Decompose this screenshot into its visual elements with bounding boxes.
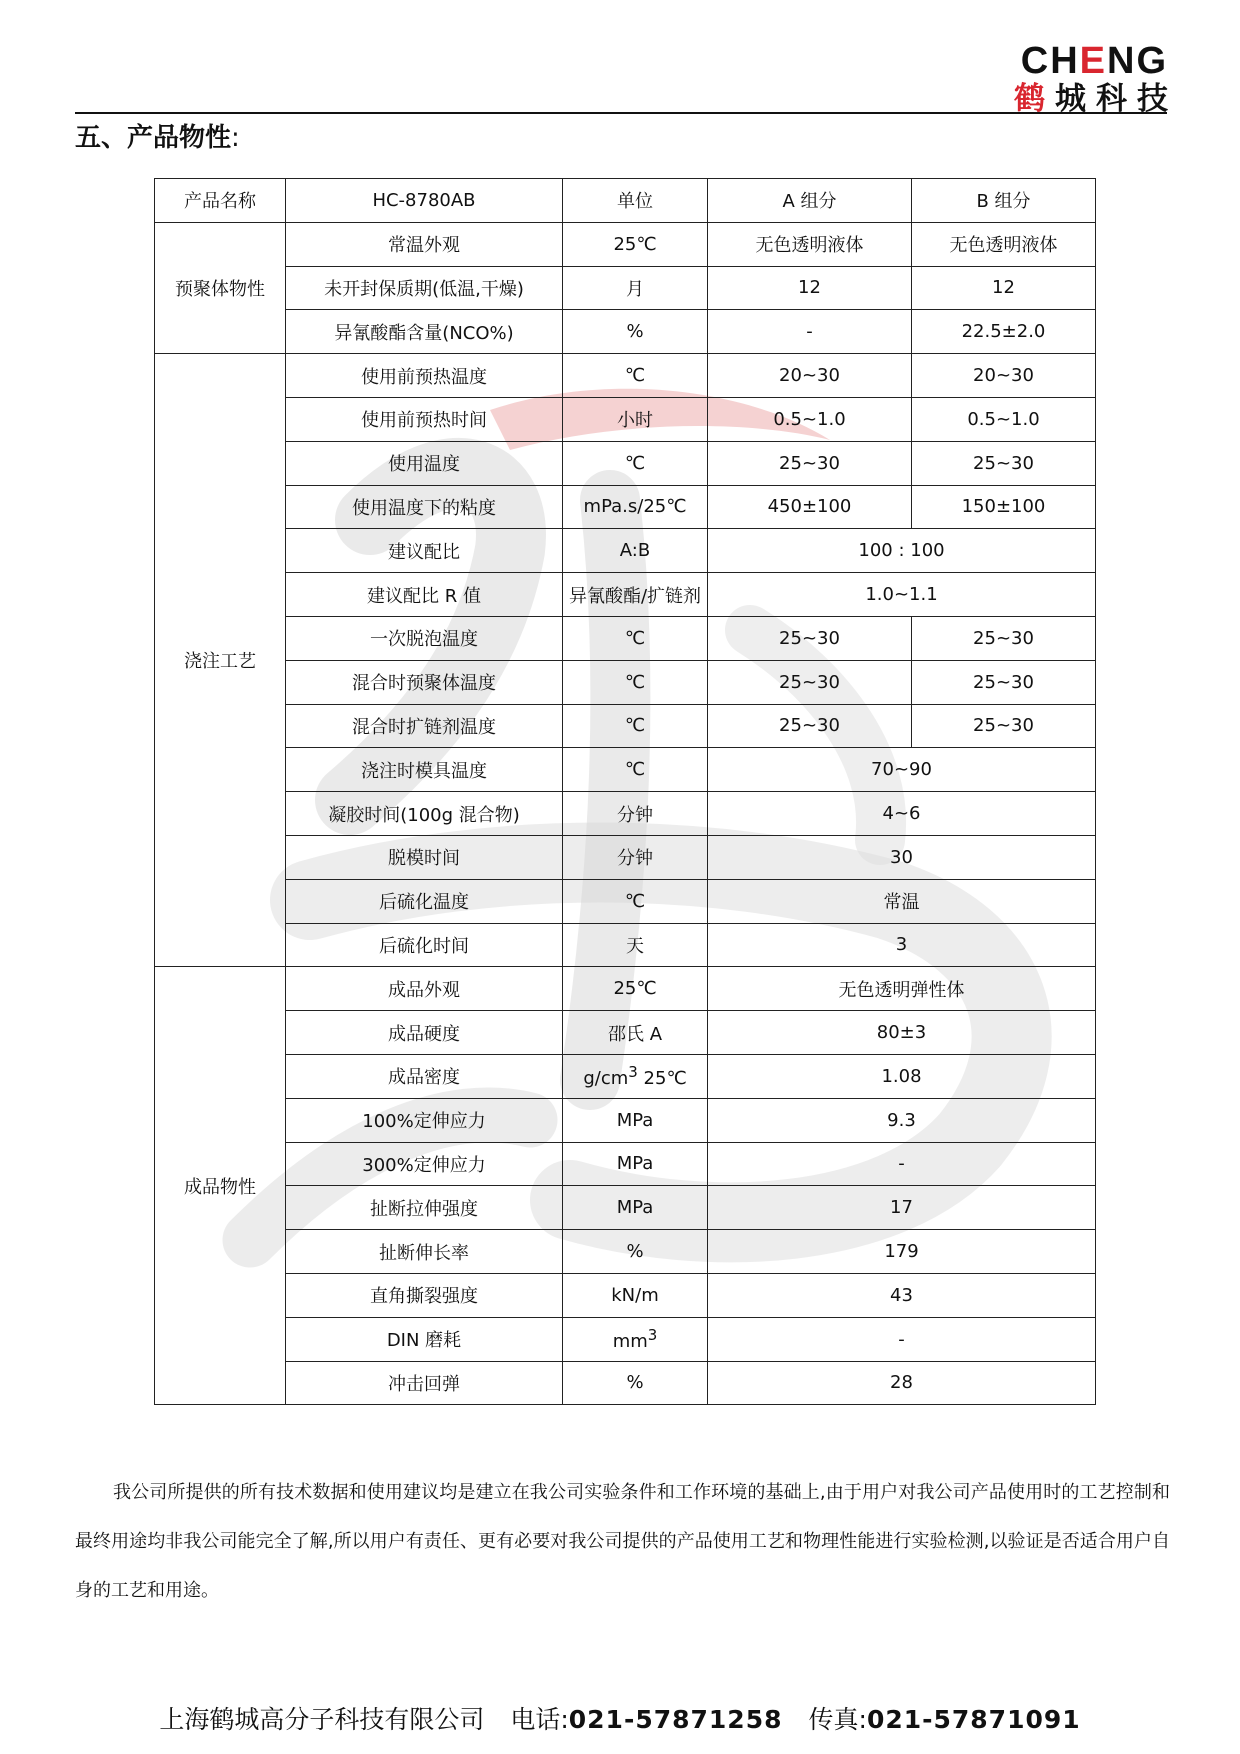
company-logo: [958, 40, 1178, 117]
header-cell: 单位: [563, 179, 708, 223]
table-row: [155, 660, 1096, 704]
header-cell: A 组分: [708, 179, 912, 223]
category-cell: 预聚体物性: [155, 222, 286, 353]
value-a: 450±100: [708, 485, 912, 529]
property-unit: 月: [563, 266, 708, 310]
property-unit: %: [563, 1361, 708, 1405]
table-row: [155, 222, 1096, 266]
property-name: 异氰酸酯含量(NCO%): [286, 310, 563, 354]
property-unit: %: [563, 310, 708, 354]
property-name: 扯断拉伸强度: [286, 1186, 563, 1230]
table-row: [155, 310, 1096, 354]
property-name: 未开封保质期(低温,干燥): [286, 266, 563, 310]
value-a: 12: [708, 266, 912, 310]
footer-company: 上海鹤城高分子科技有限公司: [159, 1705, 485, 1734]
table-row: [155, 354, 1096, 398]
property-unit: ℃: [563, 704, 708, 748]
value-b: 12: [912, 266, 1096, 310]
table-row: [155, 1098, 1096, 1142]
property-unit: ℃: [563, 441, 708, 485]
table-row: [155, 1011, 1096, 1055]
value-b: 25~30: [912, 660, 1096, 704]
property-name: 成品外观: [286, 967, 563, 1011]
table-row: [155, 616, 1096, 660]
value-a: 25~30: [708, 441, 912, 485]
property-unit: ℃: [563, 748, 708, 792]
property-unit: A:B: [563, 529, 708, 573]
property-name: 脱模时间: [286, 835, 563, 879]
value-b: 150±100: [912, 485, 1096, 529]
value-merged: -: [708, 1317, 1096, 1361]
value-merged: 9.3: [708, 1098, 1096, 1142]
value-merged: 17: [708, 1186, 1096, 1230]
property-unit: ℃: [563, 660, 708, 704]
property-name: 使用前预热温度: [286, 354, 563, 398]
property-name: DIN 磨耗: [286, 1317, 563, 1361]
table-row: [155, 1273, 1096, 1317]
property-name: 使用温度: [286, 441, 563, 485]
product-properties-table: [154, 178, 1096, 1405]
value-merged: 28: [708, 1361, 1096, 1405]
value-b: 无色透明液体: [912, 222, 1096, 266]
footer-fax: 021-57871091: [866, 1705, 1081, 1734]
property-name: 浇注时模具温度: [286, 748, 563, 792]
property-name: 300%定伸应力: [286, 1142, 563, 1186]
property-name: 后硫化时间: [286, 923, 563, 967]
property-unit: ℃: [563, 354, 708, 398]
property-name: 冲击回弹: [286, 1361, 563, 1405]
table-row: [155, 748, 1096, 792]
value-b: 20~30: [912, 354, 1096, 398]
table-row: [155, 529, 1096, 573]
value-merged: 80±3: [708, 1011, 1096, 1055]
table-row: [155, 835, 1096, 879]
property-name: 成品硬度: [286, 1011, 563, 1055]
footer-phone-label: 电话:: [510, 1705, 569, 1734]
property-unit: %: [563, 1230, 708, 1274]
property-unit: 小时: [563, 397, 708, 441]
value-merged: 常温: [708, 879, 1096, 923]
section-title: 五、产品物性:: [75, 123, 240, 153]
header-cell: 产品名称: [155, 179, 286, 223]
table-row: [155, 1230, 1096, 1274]
property-name: 后硫化温度: [286, 879, 563, 923]
value-merged: 1.0~1.1: [708, 573, 1096, 617]
property-name: 使用前预热时间: [286, 397, 563, 441]
table-row: [155, 1054, 1096, 1098]
category-cell: 成品物性: [155, 967, 286, 1405]
category-cell: 浇注工艺: [155, 354, 286, 967]
property-unit: MPa: [563, 1186, 708, 1230]
value-b: 25~30: [912, 704, 1096, 748]
table-row: [155, 792, 1096, 836]
value-merged: 70~90: [708, 748, 1096, 792]
logo-wordmark: CHENG: [1020, 40, 1168, 82]
property-name: 建议配比: [286, 529, 563, 573]
property-name: 混合时预聚体温度: [286, 660, 563, 704]
table-row: [155, 1142, 1096, 1186]
value-a: 25~30: [708, 660, 912, 704]
value-b: 25~30: [912, 616, 1096, 660]
table-row: [155, 1361, 1096, 1405]
value-b: 25~30: [912, 441, 1096, 485]
value-a: 无色透明液体: [708, 222, 912, 266]
property-unit: 天: [563, 923, 708, 967]
property-unit: 异氰酸酯/扩链剂: [563, 573, 708, 617]
table-row: [155, 1186, 1096, 1230]
logo-chinese-name: 鹤城科技: [1014, 81, 1178, 117]
table-row: [155, 485, 1096, 529]
value-merged: 3: [708, 923, 1096, 967]
property-name: 混合时扩链剂温度: [286, 704, 563, 748]
table-row: [155, 573, 1096, 617]
property-unit: MPa: [563, 1142, 708, 1186]
table-row: [155, 967, 1096, 1011]
value-a: 0.5~1.0: [708, 397, 912, 441]
property-name: 一次脱泡温度: [286, 616, 563, 660]
property-name: 100%定伸应力: [286, 1098, 563, 1142]
table-row: [155, 266, 1096, 310]
property-name: 建议配比 R 值: [286, 573, 563, 617]
table-row: [155, 397, 1096, 441]
value-merged: 179: [708, 1230, 1096, 1274]
disclaimer-text: 我公司所提供的所有技术数据和使用建议均是建立在我公司实验条件和工作环境的基础上,由于用户对我公司产品使用时的工艺控制和最终用途均非我公司能完全了解,所以用户有责任、更有必要对我公司提供的产品使用工艺和物理性能进行实验检测,以验证是否适合用户自身的工艺和用途。: [75, 1482, 1170, 1601]
property-name: 直角撕裂强度: [286, 1273, 563, 1317]
value-merged: 30: [708, 835, 1096, 879]
footer-phone: 021-57871258: [568, 1705, 783, 1734]
footer-contact: [0, 1703, 1240, 1737]
property-unit: kN/m: [563, 1273, 708, 1317]
property-unit: 25℃: [563, 222, 708, 266]
value-a: -: [708, 310, 912, 354]
property-unit: ℃: [563, 616, 708, 660]
value-a: 25~30: [708, 616, 912, 660]
property-unit: $mm^3$: [563, 1317, 708, 1361]
table-row: [155, 704, 1096, 748]
property-name: 扯断伸长率: [286, 1230, 563, 1274]
value-b: 22.5±2.0: [912, 310, 1096, 354]
property-unit: mPa.s/25℃: [563, 485, 708, 529]
disclaimer: [75, 1468, 1170, 1615]
value-a: 20~30: [708, 354, 912, 398]
property-unit: MPa: [563, 1098, 708, 1142]
footer-fax-label: 传真:: [808, 1705, 867, 1734]
value-merged: 1.08: [708, 1054, 1096, 1098]
value-b: 0.5~1.0: [912, 397, 1096, 441]
table-row: [155, 441, 1096, 485]
property-unit: 邵氏 A: [563, 1011, 708, 1055]
table-row: [155, 879, 1096, 923]
value-merged: 43: [708, 1273, 1096, 1317]
header-divider: [75, 112, 1167, 114]
table-row: [155, 1317, 1096, 1361]
header-cell: B 组分: [912, 179, 1096, 223]
property-name: 凝胶时间(100g 混合物): [286, 792, 563, 836]
value-a: 25~30: [708, 704, 912, 748]
table-header-row: [155, 179, 1096, 223]
table-row: [155, 923, 1096, 967]
property-name: 成品密度: [286, 1054, 563, 1098]
property-unit: 分钟: [563, 792, 708, 836]
value-merged: 100 : 100: [708, 529, 1096, 573]
value-merged: 无色透明弹性体: [708, 967, 1096, 1011]
value-merged: -: [708, 1142, 1096, 1186]
property-name: 常温外观: [286, 222, 563, 266]
property-unit: ℃: [563, 879, 708, 923]
property-unit: $g/cm^3$ 25℃: [563, 1054, 708, 1098]
property-name: 使用温度下的粘度: [286, 485, 563, 529]
value-merged: 4~6: [708, 792, 1096, 836]
property-unit: 25℃: [563, 967, 708, 1011]
property-unit: 分钟: [563, 835, 708, 879]
header-cell: HC-8780AB: [286, 179, 563, 223]
